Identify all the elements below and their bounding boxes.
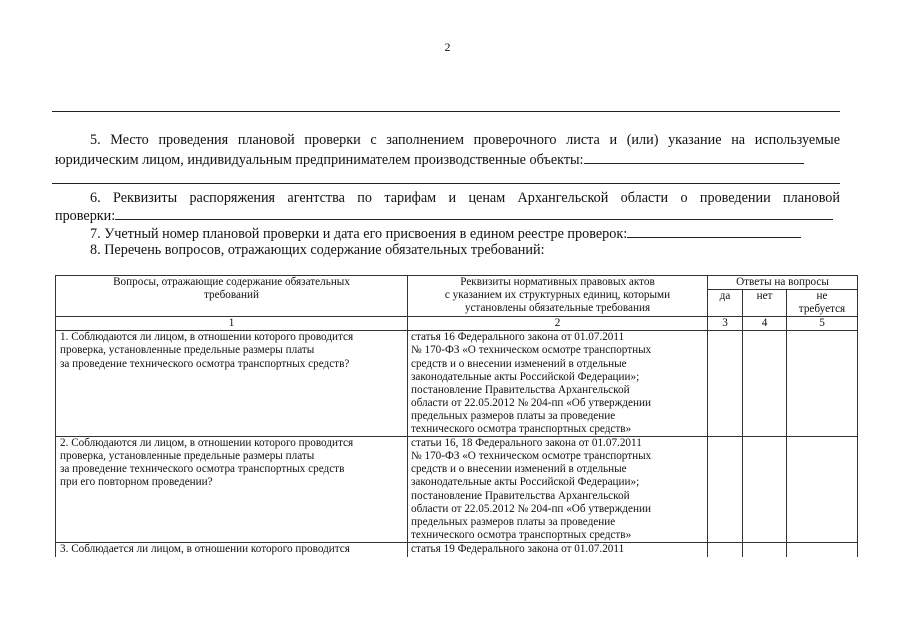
item-6-line1: 6. Реквизиты распоряжения агентства по тарифам и ценам Архангельской области о проведении плановой xyxy=(90,190,840,206)
col-number-1: 1 xyxy=(56,317,408,331)
item-8-line: 8. Перечень вопросов, отражающих содержание обязательных требований: xyxy=(90,242,545,258)
question-cell: 3. Соблюдается ли лицом, в отношении которого проводится xyxy=(56,542,408,557)
item-6-fill-line xyxy=(115,207,833,220)
top-rule xyxy=(52,111,840,112)
header-answers: Ответы на вопросы xyxy=(708,276,858,290)
blank-rule xyxy=(52,183,840,184)
header-no: нет xyxy=(743,290,787,317)
col-number-4: 4 xyxy=(743,317,787,331)
requisites-cell: статья 16 Федерального закона от 01.07.2011 № 170-ФЗ «О техническом осмотре транспортных средств и о внесении изменений в отдельные законодательные акты Российской Федерации»; постановление Правительства Архангельской области от 22.05.2012 № 204-пп «Об утверждении предельных размеров платы за проведение технического осмотра транспортных средств» xyxy=(408,331,708,437)
col-number-3: 3 xyxy=(708,317,743,331)
column-numbers-row xyxy=(56,317,858,331)
requirements-table xyxy=(55,275,858,557)
table-row xyxy=(56,331,858,437)
col-number-2: 2 xyxy=(408,317,708,331)
col-number-5: 5 xyxy=(787,317,858,331)
item-7-line xyxy=(90,225,801,243)
answer-no-cell[interactable] xyxy=(743,331,787,437)
item-7-fill-line xyxy=(627,225,801,238)
answer-not-required-cell[interactable] xyxy=(787,331,858,437)
header-questions: Вопросы, отражающие содержание обязательных требований xyxy=(56,276,408,317)
table-row xyxy=(56,437,858,543)
item-5-line1: 5. Место проведения плановой проверки с заполнением проверочного листа и (или) указание на используемые xyxy=(90,132,840,148)
requisites-cell: статьи 16, 18 Федерального закона от 01.07.2011 № 170-ФЗ «О техническом осмотре транспортных средств и о внесении изменений в отдельные законодательные акты Российской Федерации»; постановление Правительства Архангельской области от 22.05.2012 № 204-пп «Об утверждении предельных размеров платы за проведение технического осмотра транспортных средств» xyxy=(408,437,708,543)
question-cell: 2. Соблюдаются ли лицом, в отношении которого проводится проверка, установленные предельные размеры платы за проведение технического осмотра транспортных средств при его повторном проведении? xyxy=(56,437,408,543)
answer-yes-cell[interactable] xyxy=(708,542,743,557)
requisites-cell: статья 19 Федерального закона от 01.07.2011 xyxy=(408,542,708,557)
header-not-required: не требуется xyxy=(787,290,858,317)
answer-no-cell[interactable] xyxy=(743,437,787,543)
answer-yes-cell[interactable] xyxy=(708,331,743,437)
item-6-line2 xyxy=(55,207,833,225)
item-7-text: 7. Учетный номер плановой проверки и дата его присвоения в едином реестре проверок: xyxy=(90,226,628,242)
item-5-fill-line xyxy=(584,151,804,164)
answer-not-required-cell[interactable] xyxy=(787,542,858,557)
table-row xyxy=(56,542,858,557)
answer-not-required-cell[interactable] xyxy=(787,437,858,543)
item-6-line2-text: проверки: xyxy=(55,208,116,224)
question-cell: 1. Соблюдаются ли лицом, в отношении которого проводится проверка, установленные предельные размеры платы за проведение технического осмотра транспортных средств? xyxy=(56,331,408,437)
header-requisites: Реквизиты нормативных правовых актов с указанием их структурных единиц, которыми установлены обязательные требования xyxy=(408,276,708,317)
item-5-line2-text: юридическим лицом, индивидуальным предпринимателем производственные объекты: xyxy=(55,152,584,168)
item-5-line2 xyxy=(55,151,804,169)
answer-no-cell[interactable] xyxy=(743,542,787,557)
page-number: 2 xyxy=(444,40,451,54)
answer-yes-cell[interactable] xyxy=(708,437,743,543)
header-yes: да xyxy=(708,290,743,317)
